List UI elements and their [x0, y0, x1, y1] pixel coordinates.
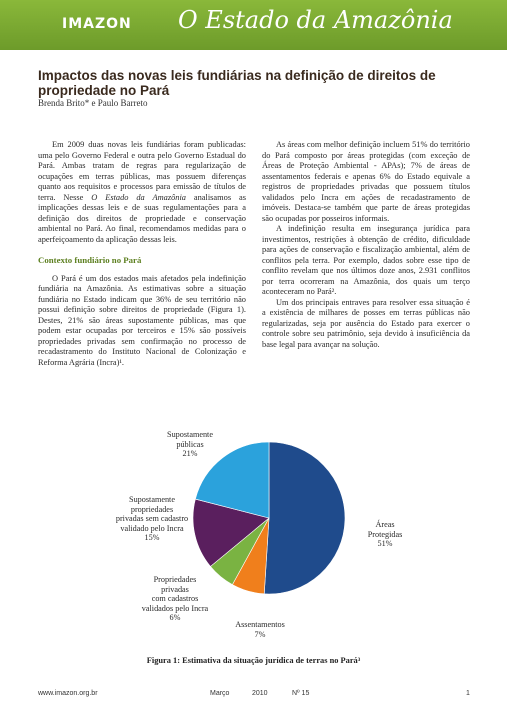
pie-chart-figure	[0, 420, 507, 660]
paragraph-context: O Pará é um dos estados mais afetados pela indefinição fundiária na Amazônia. As estimativas sobre a situação fundiária no Estado indicam que 36% de seu território não possui definição sobre direitos de propriedade (Figura 1). Destes, 21% são áreas supostamente públicas, mas que podem estar ocupadas por terceiros e 15% são possíveis propriedades privadas sem confirmação no processo de recadastramento do Instituto Nacional de Colonização e Reforma Agrária (Incra)¹.	[38, 273, 246, 367]
figure-caption: Figura 1: Estimativa da situação jurídica de terras no Pará³	[146, 656, 361, 665]
footer-year: 2010	[252, 690, 268, 697]
article-authors: Brenda Brito* e Paulo Barreto	[38, 98, 148, 108]
column-left	[38, 140, 246, 368]
imazon-logo: IMAZON	[62, 16, 132, 32]
paragraph-obstacles: Um dos principais entraves para resolver essa situação é a existência de milhares de posses em terras públicas não regularizadas, seja por ausência do Estado para exercer o controle sobre seu patrimônio, seja devido à insuficiência da base legal para avançar na solução.	[262, 297, 470, 349]
footer-issue: Nº 15	[292, 690, 310, 697]
pie-slice-label: Propriedades privadas com cadastros validados pelo Incra 6%	[141, 575, 209, 623]
paragraph-uncertainty: A indefinição resulta em insegurança jurídica para investimentos, restrições à obtenção de crédito, dificuldade para ações de conservação e fiscalização ambiental, além de conflitos pela terra. Por exemplo, dados sobre esse tipo de conflito revelam que nos últimos doze anos, 2.931 conflitos por terra ocorreram na Amazônia, dos quais um terço aconteceram no Pará².	[262, 224, 470, 296]
pie-slice-label: Assentamentos 7%	[235, 620, 285, 639]
paragraph-intro: Em 2009 duas novas leis fundiárias foram publicadas: uma pelo Governo Federal e outra pelo Governo Estadual do Pará. Ambas tratam de regras para regularização de ocupações em terras públicas, mas possuem diferenças quanto aos requisitos e processos para emissão de títulos de terra. Nesse O Estado da Amazônia analisamos as implicações dessas leis e de suas regulamentações para a definição dos direitos de propriedade e conservação ambiental no Pará. Ao final, recomendamos medidas para o aperfeiçoamento da aplicação dessas leis.	[38, 140, 246, 244]
footer-url[interactable]: www.imazon.org.br	[38, 690, 98, 697]
article-title: Impactos das novas leis fundiárias na definição de direitos de propriedade no Pará	[38, 68, 436, 98]
section-heading: Contexto fundiário no Pará	[38, 255, 142, 265]
publication-title: O Estado da Amazônia	[178, 6, 453, 34]
paragraph-protected-areas: As áreas com melhor definição incluem 51% do território do Pará composto por áreas protegidas (com exceção de Áreas de Proteção Ambiental - APAs); 7% de áreas de assentamentos federais e apenas 6% do Estado equivale a registros de propriedades privadas que possuem títulos validados pelo Incra em ações de recadastramento de imóveis. Destaca-se também que parte de áreas protegidas são ocupadas por posseiros informais.	[262, 140, 470, 223]
footer-page-number: 1	[466, 690, 470, 697]
pie-slice-label: Áreas Protegidas 51%	[367, 520, 403, 549]
pie-slice-label: Supostamente públicas 21%	[167, 430, 213, 459]
footer-month: Março	[210, 690, 230, 697]
column-right	[262, 140, 470, 350]
pie-slice-label: Supostamente propriedades privadas sem cadastro validado pelo Incra 15%	[115, 495, 189, 543]
pie-slice	[264, 442, 345, 594]
header-banner	[0, 0, 507, 50]
